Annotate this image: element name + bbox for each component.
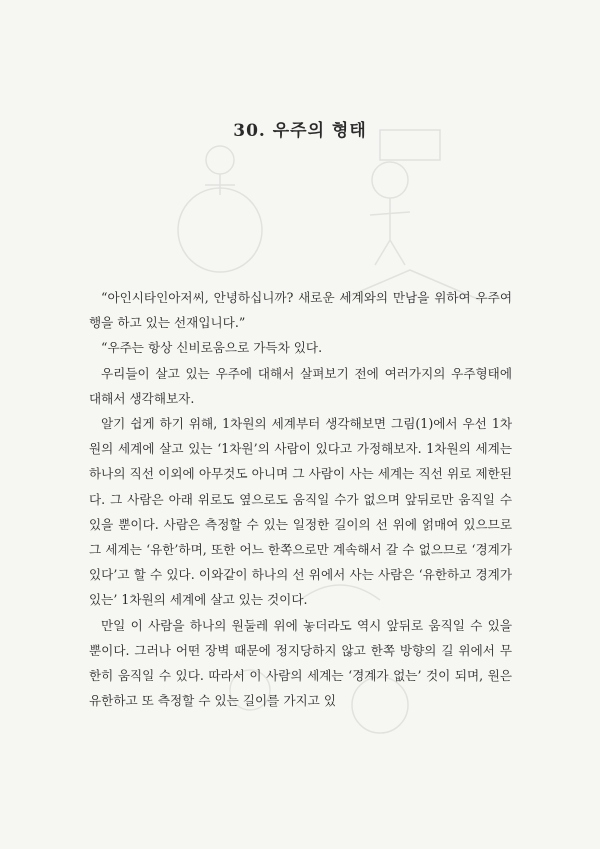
paragraph: 우리들이 살고 있는 우주에 대해서 살펴보기 전에 여러가지의 우주형태에 대해서 생각해보자.	[89, 365, 512, 406]
paragraph: 알기 쉽게 하기 위해, 1차원의 세계부터 생각해보면 그림(1)에서 우선 1차원의 세계에 살고 있는 ‘1차원’의 사람이 있다고 가정해보자. 1차원의 세계는 하나의 직선 이외에 아무것도 아니며 그 사람이 사는 세계는 직선 위로 제한된다. 그 사람은 아래 위로도 옆으로도 움직일 수가 없으며 앞뒤로만 움직일 수 있을 뿐이다. 사람은 측정할 수 있는 일정한 길이의 선 위에 얽매여 있으므로 그 세계는 ‘유한’하며, 또한 어느 한쪽으로만 계속해서 갈 수 없으므로 ‘경계가 있다’고 할 수 있다. 이와같이 하나의 선 위에서 사는 사람은 ‘유한하고 경계가 있는’ 1차원의 세계에 살고 있는 것이다.	[89, 416, 512, 608]
paragraph: “우주는 항상 신비로움으로 가득차 있다.	[101, 340, 323, 356]
paragraph: 만일 이 사람을 하나의 원둘레 위에 놓더라도 역시 앞뒤로 움직일 수 있을 뿐이다. 그러나 어떤 장벽 때문에 정지당하지 않고 한쪽 방향의 길 위에서 무한히 움직일 수 있다. 따라서 이 사람의 세계는 ‘경계가 없는’ 것이 되며, 원은 유한하고 또 측정할 수 있는 길이를 가지고 있	[89, 617, 512, 709]
body-text	[89, 285, 512, 713]
paragraph: “아인시타인아저씨, 안녕하십니까? 새로운 세계와의 만남을 위하여 우주여행을 하고 있는 선재입니다.”	[89, 290, 512, 331]
page-title: 30. 우주의 형태	[233, 121, 367, 141]
